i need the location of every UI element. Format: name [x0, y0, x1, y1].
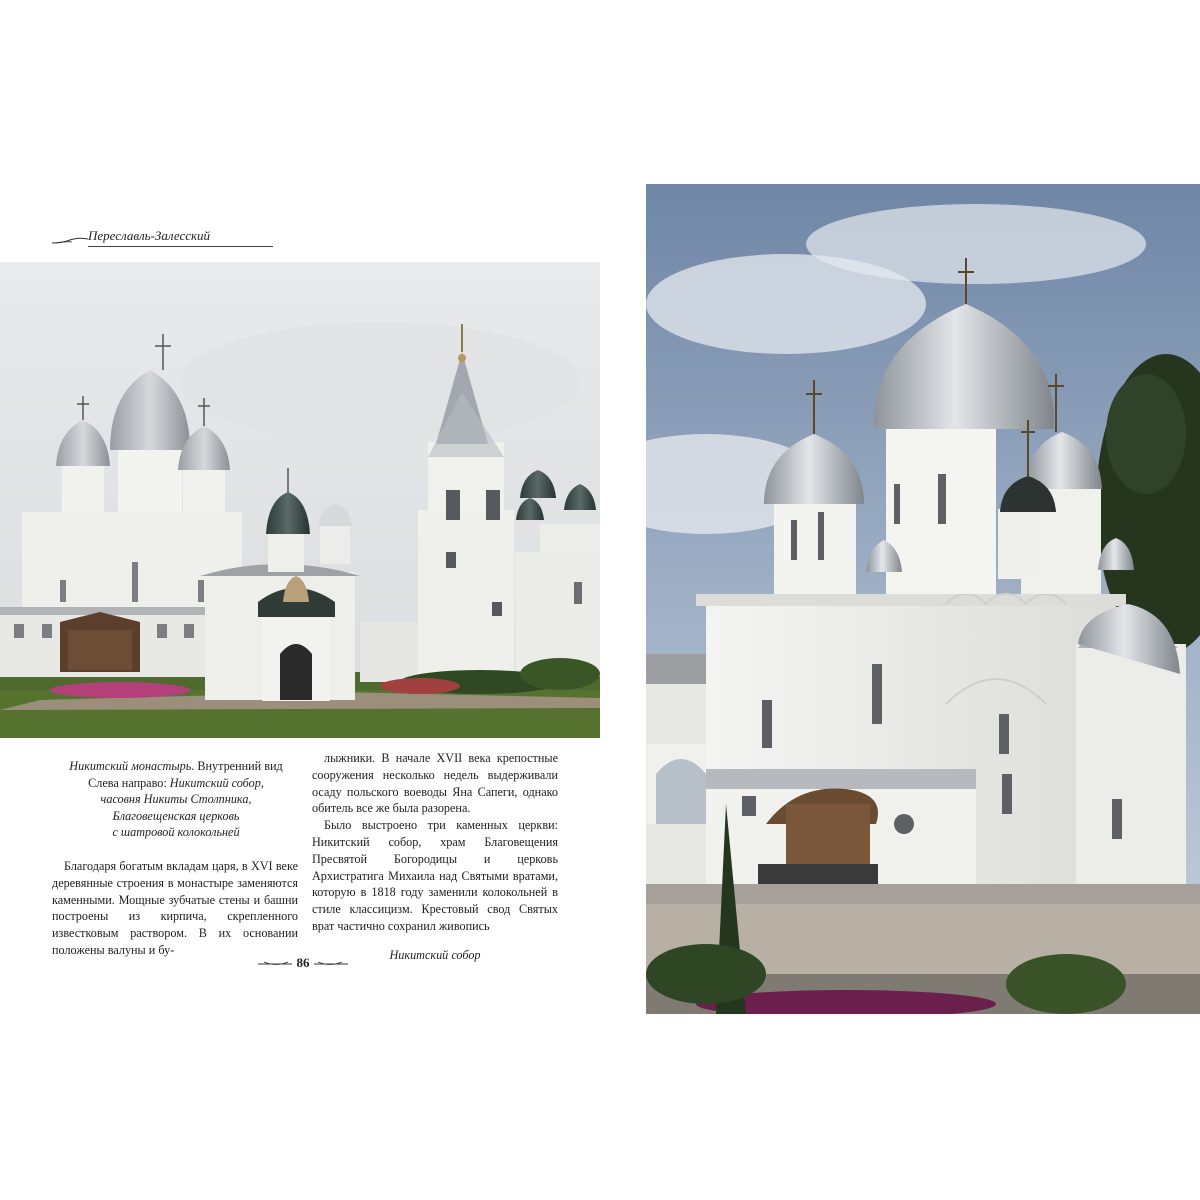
caption-item-cathedral: Никитский собор, — [169, 775, 264, 790]
body-paragraph: лыжники. В начале XVII века крепостные сооружения несколько недель выдерживали осаду польского воеводы Яна Сапеги, однако обитель все же была разорена. — [312, 751, 558, 816]
folio-ornament-right-icon — [314, 961, 348, 967]
page-number — [258, 955, 348, 973]
right-photo-caption: Никитский собор — [389, 947, 481, 962]
body-paragraph: Было выстроено три каменных церкви: Никитский собор, храм Благовещения Пресвятой Богородицы и церковь Архистратига Михаила над Святыми вратами, которую в 1818 году заменили колокольней в стиле классицизм. Крестовый свод Святых врат частично сохранил живопись — [312, 818, 558, 933]
caption-title-rest: Внутренний вид — [194, 759, 283, 773]
header-rule — [88, 246, 273, 247]
caption-title: Никитский монастырь. — [69, 759, 195, 773]
header-flourish-icon — [52, 236, 88, 244]
caption-lead: Слева направо: — [88, 775, 170, 790]
photo-caption — [40, 758, 312, 841]
body-text-left — [52, 858, 298, 959]
caption-item-chapel: часовня Никиты Столпника, — [100, 792, 252, 806]
body-paragraph: Благодаря богатым вкладам царя, в XVI веке деревянные строения в монастыре заменяются каменными. Мощные зубчатые стены и башни построены из кирпича, скрепленного известковым раствором. В их основании положены валуны и бу- — [52, 859, 298, 957]
caption-item-belltower: с шатровой колокольней — [112, 825, 240, 839]
caption-item-church: Благовещенская церковь — [112, 808, 240, 823]
body-text-right — [312, 750, 558, 964]
cathedral-photo — [646, 184, 1200, 1014]
monastery-photo — [0, 262, 600, 738]
running-header — [52, 228, 252, 248]
page-number-text: 86 — [296, 955, 310, 970]
running-header-title: Переславль-Залесский — [88, 228, 211, 243]
